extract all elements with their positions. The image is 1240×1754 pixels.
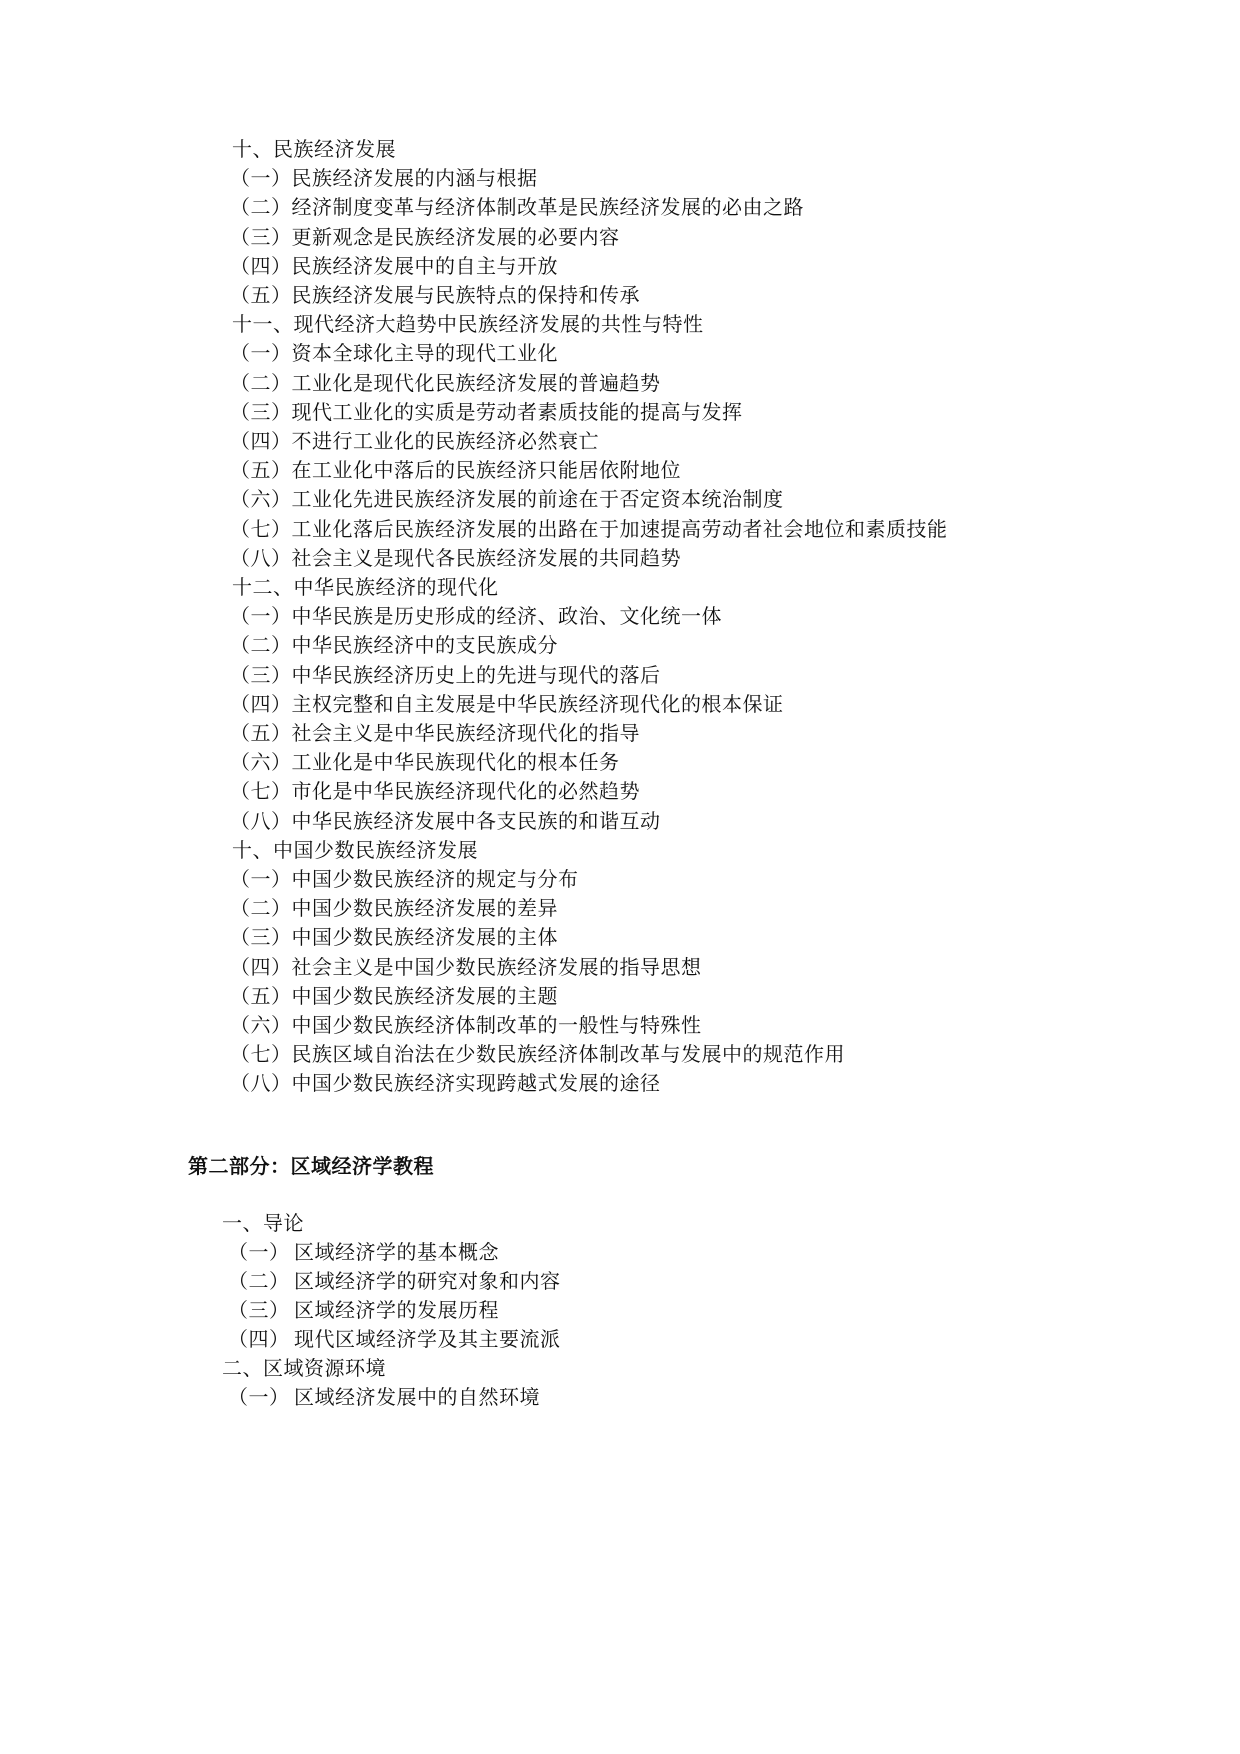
item-text: 区域经济发展中的自然环境 bbox=[294, 1385, 540, 1409]
outline-item: （八）社会主义是现代各民族经济发展的共同趋势 bbox=[230, 546, 681, 570]
item-number: （二） bbox=[228, 1269, 290, 1293]
list-item bbox=[228, 1326, 561, 1352]
outline-item: （八）中华民族经济发展中各支民族的和谐互动 bbox=[230, 809, 661, 833]
outline-item: （四）社会主义是中国少数民族经济发展的指导思想 bbox=[230, 955, 702, 979]
item-number: （一） bbox=[228, 1240, 290, 1264]
outline-item: （三）现代工业化的实质是劳动者素质技能的提高与发挥 bbox=[230, 400, 743, 424]
outline-item: （三）中国少数民族经济发展的主体 bbox=[230, 925, 558, 949]
outline-item: （五）社会主义是中华民族经济现代化的指导 bbox=[230, 721, 640, 745]
outline-item: （一）资本全球化主导的现代工业化 bbox=[230, 341, 558, 365]
list-item bbox=[228, 1268, 561, 1294]
item-number: （一） bbox=[228, 1385, 290, 1409]
list-item bbox=[228, 1384, 540, 1410]
section-heading: 十一、现代经济大趋势中民族经济发展的共性与特性 bbox=[232, 312, 704, 336]
outline-item: （四）不进行工业化的民族经济必然衰亡 bbox=[230, 429, 599, 453]
outline-item: （四）主权完整和自主发展是中华民族经济现代化的根本保证 bbox=[230, 692, 784, 716]
outline-item: （五）民族经济发展与民族特点的保持和传承 bbox=[230, 283, 640, 307]
item-text: 现代区域经济学及其主要流派 bbox=[294, 1327, 561, 1351]
outline-item: （二）经济制度变革与经济体制改革是民族经济发展的必由之路 bbox=[230, 195, 804, 219]
section-heading: 十、中国少数民族经济发展 bbox=[232, 838, 478, 862]
outline-item: （八）中国少数民族经济实现跨越式发展的途径 bbox=[230, 1071, 661, 1095]
part-two-heading-intro: 一、导论 bbox=[222, 1211, 304, 1235]
outline-item: （二）工业化是现代化民族经济发展的普遍趋势 bbox=[230, 371, 661, 395]
item-number: （三） bbox=[228, 1298, 290, 1322]
part-two-title: 第二部分：区域经济学教程 bbox=[188, 1154, 434, 1178]
outline-item: （六）工业化是中华民族现代化的根本任务 bbox=[230, 750, 620, 774]
outline-item: （一）中国少数民族经济的规定与分布 bbox=[230, 867, 579, 891]
outline-item: （七）市化是中华民族经济现代化的必然趋势 bbox=[230, 779, 640, 803]
item-text: 区域经济学的发展历程 bbox=[294, 1298, 499, 1322]
list-item bbox=[228, 1239, 499, 1265]
outline-item: （六）中国少数民族经济体制改革的一般性与特殊性 bbox=[230, 1013, 702, 1037]
outline-item: （一）中华民族是历史形成的经济、政治、文化统一体 bbox=[230, 604, 722, 628]
outline-item: （五）中国少数民族经济发展的主题 bbox=[230, 984, 558, 1008]
part-two-heading-resources: 二、区域资源环境 bbox=[222, 1356, 386, 1380]
outline-item: （四）民族经济发展中的自主与开放 bbox=[230, 254, 558, 278]
section-heading: 十、民族经济发展 bbox=[232, 137, 396, 161]
outline-item: （六）工业化先进民族经济发展的前途在于否定资本统治制度 bbox=[230, 487, 784, 511]
outline-item: （七）民族区域自治法在少数民族经济体制改革与发展中的规范作用 bbox=[230, 1042, 845, 1066]
section-heading: 十二、中华民族经济的现代化 bbox=[232, 575, 499, 599]
list-item bbox=[228, 1297, 499, 1323]
outline-item: （三）中华民族经济历史上的先进与现代的落后 bbox=[230, 663, 661, 687]
outline-item: （三）更新观念是民族经济发展的必要内容 bbox=[230, 225, 620, 249]
item-text: 区域经济学的研究对象和内容 bbox=[294, 1269, 561, 1293]
outline-item: （二）中华民族经济中的支民族成分 bbox=[230, 633, 558, 657]
outline-item: （一）民族经济发展的内涵与根据 bbox=[230, 166, 538, 190]
outline-item: （五）在工业化中落后的民族经济只能居依附地位 bbox=[230, 458, 681, 482]
outline-item: （七）工业化落后民族经济发展的出路在于加速提高劳动者社会地位和素质技能 bbox=[230, 517, 948, 541]
outline-item: （二）中国少数民族经济发展的差异 bbox=[230, 896, 558, 920]
item-text: 区域经济学的基本概念 bbox=[294, 1240, 499, 1264]
item-number: （四） bbox=[228, 1327, 290, 1351]
